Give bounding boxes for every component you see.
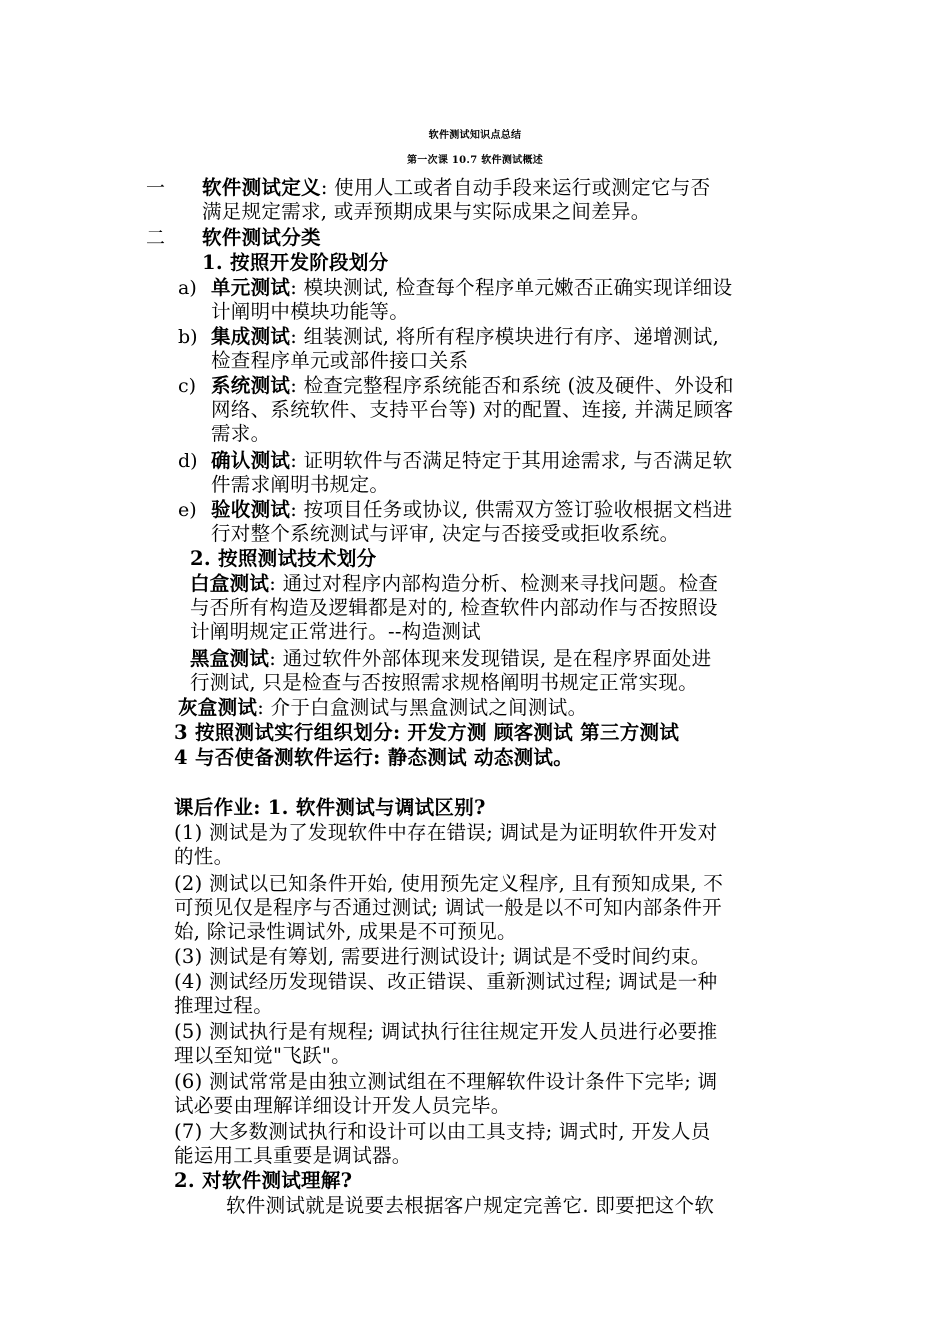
item-b-text: : 组装测试, 将所有程序模块进行有序、递增测试, xyxy=(290,325,720,348)
section-2-title: 软件测试分类 xyxy=(202,226,321,249)
homework-line: (3) 测试是有筹划, 需要进行测试设计; 调试是不受时间约束。 xyxy=(174,945,711,968)
gray-box-line xyxy=(178,696,587,720)
homework-line: 始, 除记录性调试外, 成果是不可预见。 xyxy=(174,920,517,943)
section-1-line-1 xyxy=(202,176,710,200)
document-title: 软件测试知识点总结 xyxy=(428,130,522,141)
item-e-label: e) xyxy=(178,499,197,521)
white-box-text: : 通过对程序内部构造分析、检测来寻找问题。检查 xyxy=(269,572,719,595)
item-c-label: c) xyxy=(178,375,197,397)
white-box-term: 白盒测试 xyxy=(190,572,270,595)
item-d-label: d) xyxy=(178,450,198,472)
white-box-line-3: 计阐明规定正常进行。--构造测试 xyxy=(190,620,481,643)
item-a-term: 单元测试 xyxy=(211,276,291,299)
homework-line: (1) 测试是为了发现软件中存在错误; 调试是为证明软件开发对 xyxy=(174,821,718,844)
black-box-line-2: 行测试, 只是检查与否按照需求规格阐明书规定正常实现。 xyxy=(190,671,698,694)
homework-line: 的性。 xyxy=(174,845,234,868)
item-c-line-1 xyxy=(211,374,734,398)
subsection-2-title: 2. 按照测试技术划分 xyxy=(190,547,377,570)
homework-line: 理以至知觉"飞跃"。 xyxy=(174,1044,351,1067)
item-a-text: : 模块测试, 检查每个程序单元嫩否正确实现详细设 xyxy=(290,276,733,299)
homework-line: 推理过程。 xyxy=(174,994,274,1017)
white-box-line-2: 与否所有构造及逻辑都是对的, 检查软件内部动作与否按照设 xyxy=(190,596,718,619)
item-d-text: : 证明软件与否满足特定于其用途需求, 与否满足软 xyxy=(290,449,733,472)
homework-line: 能运用工具重要是调试器。 xyxy=(174,1144,412,1167)
item-e-term: 验收测试 xyxy=(211,498,291,521)
section-1-term: 软件测试定义 xyxy=(202,176,321,199)
gray-box-term: 灰盒测试 xyxy=(178,696,258,719)
question-2-title: 2. 对软件测试理解? xyxy=(174,1169,353,1192)
item-d-line-1 xyxy=(211,449,732,473)
item-c-text: : 检查完整程序系统能否和系统 (波及硬件、外设和 xyxy=(290,374,734,397)
section-1-number: 一 xyxy=(146,177,166,199)
homework-line: 可预见仅是程序与否通过测试; 调试一般是以不可知内部条件开 xyxy=(174,896,722,919)
black-box-term: 黑盒测试 xyxy=(190,647,270,670)
white-box-line-1 xyxy=(190,572,718,596)
section-1-line-2: 满足规定需求, 或弄预期成果与实际成果之间差异。 xyxy=(202,200,651,223)
classification-4-line: 4 与否使备测软件运行: 静态测试 动态测试。 xyxy=(174,746,574,769)
item-d-line-2: 件需求阐明书规定。 xyxy=(211,473,390,496)
black-box-line-1 xyxy=(190,647,711,671)
item-e-line-1 xyxy=(211,498,732,522)
homework-title: 课后作业: 1. 软件测试与调试区别? xyxy=(174,796,486,819)
homework-line: 试必要由理解详细设计开发人员完毕。 xyxy=(174,1094,511,1117)
subsection-1-title: 1. 按照开发阶段划分 xyxy=(202,251,389,274)
item-b-line-2: 检查程序单元或部件接口关系 xyxy=(211,349,469,372)
item-e-line-2: 行对整个系统测试与评审, 决定与否接受或拒收系统。 xyxy=(211,522,680,545)
item-c-term: 系统测试 xyxy=(211,374,291,397)
homework-line: (7) 大多数测试执行和设计可以由工具支持; 调式时, 开发人员 xyxy=(174,1120,711,1143)
section-2-number: 二 xyxy=(146,227,166,249)
item-b-line-1 xyxy=(211,325,719,349)
homework-line: (5) 测试执行是有规程; 调试执行往往规定开发人员进行必要推 xyxy=(174,1020,718,1043)
item-c-line-2: 网络、系统软件、支持平台等) 对的配置、连接, 并满足顾客 xyxy=(211,398,734,421)
gray-box-text: : 介于白盒测试与黑盒测试之间测试。 xyxy=(257,696,588,719)
item-e-text: : 按项目任务或协议, 供需双方签订验收根据文档进 xyxy=(290,498,733,521)
item-a-line-1 xyxy=(211,276,732,300)
item-a-line-2: 计阐明中模块功能等。 xyxy=(211,300,410,323)
item-b-term: 集成测试 xyxy=(211,325,291,348)
section-1-text-1: : 使用人工或者自动手段来运行或测定它与否 xyxy=(320,176,711,199)
document-subtitle: 第一次课 10.7 软件测试概述 xyxy=(406,155,544,166)
black-box-text: : 通过软件外部体现来发现错误, 是在程序界面处进 xyxy=(269,647,712,670)
item-a-label: a) xyxy=(178,277,197,299)
item-c-line-3: 需求。 xyxy=(211,422,271,445)
item-b-label: b) xyxy=(178,326,198,348)
classification-3-line: 3 按照测试实行组织划分: 开发方测 顾客测试 第三方测试 xyxy=(174,721,680,744)
homework-line: (2) 测试以已知条件开始, 使用预先定义程序, 且有预知成果, 不 xyxy=(174,872,724,895)
homework-line: (6) 测试常常是由独立测试组在不理解软件设计条件下完毕; 调 xyxy=(174,1070,718,1093)
item-d-term: 确认测试 xyxy=(211,449,291,472)
homework-line: (4) 测试经历发现错误、改正错误、重新测试过程; 调试是一种 xyxy=(174,970,718,993)
question-2-text: 软件测试就是说要去根据客户规定完善它. 即要把这个软 xyxy=(226,1194,715,1217)
